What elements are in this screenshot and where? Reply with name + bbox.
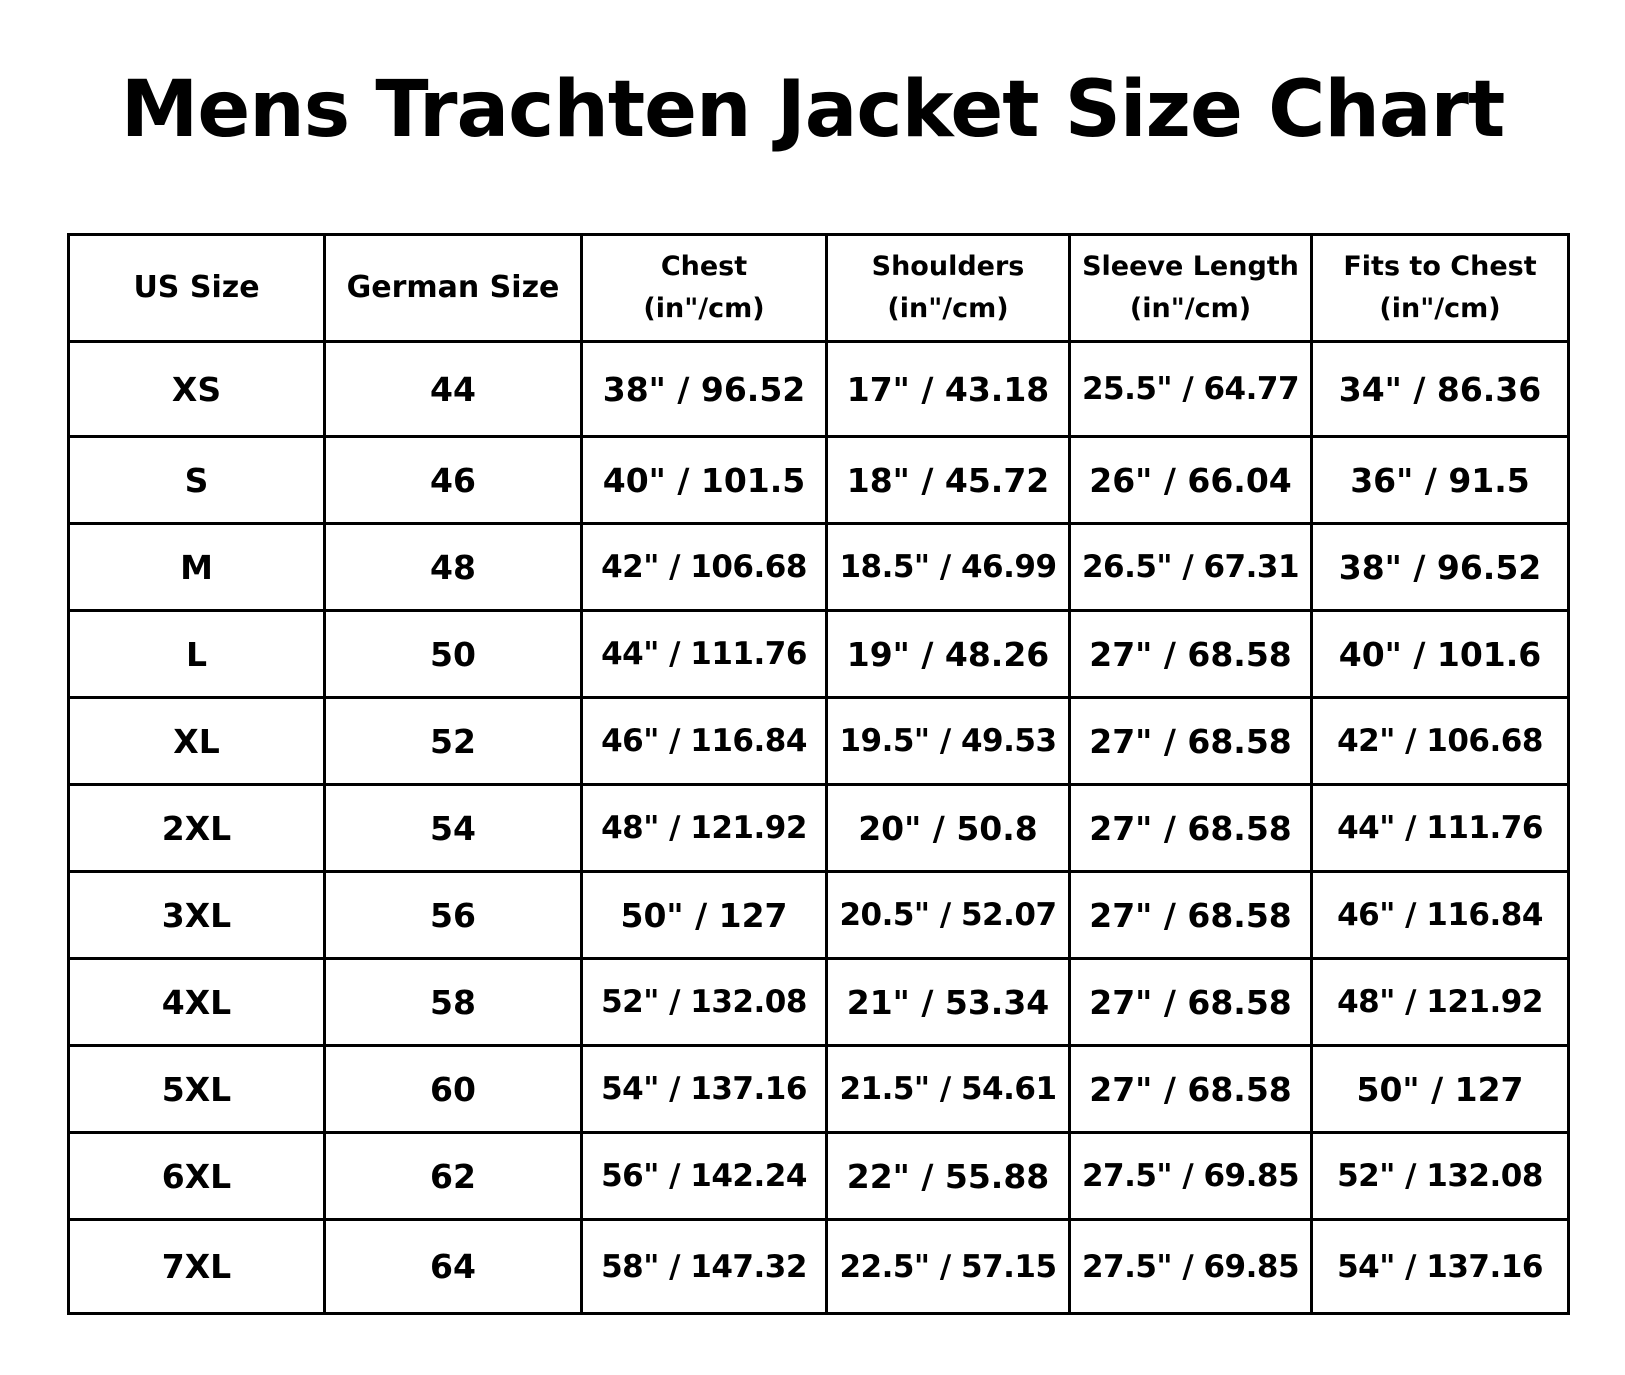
header-chest bbox=[582, 235, 827, 342]
shoulders-cell: 20.5" / 52.07 bbox=[827, 872, 1070, 959]
table-row bbox=[69, 524, 1569, 611]
us-size-cell: M bbox=[69, 524, 325, 611]
header-shoulders bbox=[827, 235, 1070, 342]
table-row bbox=[69, 959, 1569, 1046]
shoulders-cell: 18.5" / 46.99 bbox=[827, 524, 1070, 611]
shoulders-cell: 22" / 55.88 bbox=[827, 1133, 1070, 1220]
german-size-cell: 60 bbox=[325, 1046, 582, 1133]
german-size-cell: 46 bbox=[325, 437, 582, 524]
sleeve-length-cell: 27" / 68.58 bbox=[1070, 872, 1312, 959]
header-label: US Size bbox=[133, 270, 260, 305]
header-label: Sleeve Length bbox=[1082, 251, 1299, 282]
header-label: German Size bbox=[346, 270, 560, 305]
sleeve-length-cell: 27" / 68.58 bbox=[1070, 1046, 1312, 1133]
table-row bbox=[69, 1220, 1569, 1314]
german-size-cell: 48 bbox=[325, 524, 582, 611]
sleeve-length-cell: 27" / 68.58 bbox=[1070, 611, 1312, 698]
header-sleeve-length bbox=[1070, 235, 1312, 342]
header-us-size bbox=[69, 235, 325, 342]
us-size-cell: 2XL bbox=[69, 785, 325, 872]
sleeve-length-cell: 27" / 68.58 bbox=[1070, 959, 1312, 1046]
fits-to-chest-cell: 36" / 91.5 bbox=[1312, 437, 1569, 524]
chest-cell: 46" / 116.84 bbox=[582, 698, 827, 785]
shoulders-cell: 22.5" / 57.15 bbox=[827, 1220, 1070, 1314]
shoulders-cell: 21" / 53.34 bbox=[827, 959, 1070, 1046]
fits-to-chest-cell: 46" / 116.84 bbox=[1312, 872, 1569, 959]
shoulders-cell: 19.5" / 49.53 bbox=[827, 698, 1070, 785]
fits-to-chest-cell: 52" / 132.08 bbox=[1312, 1133, 1569, 1220]
german-size-cell: 54 bbox=[325, 785, 582, 872]
header-fits-to-chest bbox=[1312, 235, 1569, 342]
table-row bbox=[69, 342, 1569, 437]
shoulders-cell: 21.5" / 54.61 bbox=[827, 1046, 1070, 1133]
sleeve-length-cell: 26.5" / 67.31 bbox=[1070, 524, 1312, 611]
header-row bbox=[69, 235, 1569, 342]
fits-to-chest-cell: 38" / 96.52 bbox=[1312, 524, 1569, 611]
table-row bbox=[69, 611, 1569, 698]
size-chart-table bbox=[67, 233, 1570, 1315]
chest-cell: 52" / 132.08 bbox=[582, 959, 827, 1046]
german-size-cell: 58 bbox=[325, 959, 582, 1046]
header-unit: (in"/cm) bbox=[887, 293, 1009, 324]
us-size-cell: 7XL bbox=[69, 1220, 325, 1314]
chest-cell: 48" / 121.92 bbox=[582, 785, 827, 872]
header-unit: (in"/cm) bbox=[1129, 293, 1252, 324]
header-unit: (in"/cm) bbox=[1379, 293, 1501, 324]
us-size-cell: 6XL bbox=[69, 1133, 325, 1220]
page-title: Mens Trachten Jacket Size Chart bbox=[120, 65, 1505, 155]
german-size-cell: 44 bbox=[325, 342, 582, 437]
shoulders-cell: 19" / 48.26 bbox=[827, 611, 1070, 698]
header-german-size bbox=[325, 235, 582, 342]
fits-to-chest-cell: 50" / 127 bbox=[1312, 1046, 1569, 1133]
table-row bbox=[69, 437, 1569, 524]
shoulders-cell: 20" / 50.8 bbox=[827, 785, 1070, 872]
fits-to-chest-cell: 34" / 86.36 bbox=[1312, 342, 1569, 437]
us-size-cell: S bbox=[69, 437, 325, 524]
us-size-cell: 3XL bbox=[69, 872, 325, 959]
fits-to-chest-cell: 42" / 106.68 bbox=[1312, 698, 1569, 785]
sleeve-length-cell: 25.5" / 64.77 bbox=[1070, 342, 1312, 437]
german-size-cell: 52 bbox=[325, 698, 582, 785]
chest-cell: 50" / 127 bbox=[582, 872, 827, 959]
us-size-cell: XL bbox=[69, 698, 325, 785]
fits-to-chest-cell: 48" / 121.92 bbox=[1312, 959, 1569, 1046]
us-size-cell: XS bbox=[69, 342, 325, 437]
sleeve-length-cell: 27.5" / 69.85 bbox=[1070, 1133, 1312, 1220]
shoulders-cell: 17" / 43.18 bbox=[827, 342, 1070, 437]
header-label: Shoulders bbox=[871, 251, 1025, 282]
chest-cell: 54" / 137.16 bbox=[582, 1046, 827, 1133]
us-size-cell: 4XL bbox=[69, 959, 325, 1046]
table-row bbox=[69, 698, 1569, 785]
us-size-cell: 5XL bbox=[69, 1046, 325, 1133]
sleeve-length-cell: 27.5" / 69.85 bbox=[1070, 1220, 1312, 1314]
table-row bbox=[69, 872, 1569, 959]
sleeve-length-cell: 27" / 68.58 bbox=[1070, 698, 1312, 785]
table-body bbox=[69, 342, 1569, 1314]
german-size-cell: 56 bbox=[325, 872, 582, 959]
chest-cell: 38" / 96.52 bbox=[582, 342, 827, 437]
sleeve-length-cell: 27" / 68.58 bbox=[1070, 785, 1312, 872]
header-unit: (in"/cm) bbox=[643, 293, 765, 324]
german-size-cell: 50 bbox=[325, 611, 582, 698]
table-row bbox=[69, 785, 1569, 872]
table-row bbox=[69, 1133, 1569, 1220]
german-size-cell: 62 bbox=[325, 1133, 582, 1220]
table-header bbox=[69, 235, 1569, 342]
header-label: Chest bbox=[660, 251, 748, 282]
fits-to-chest-cell: 40" / 101.6 bbox=[1312, 611, 1569, 698]
chest-cell: 42" / 106.68 bbox=[582, 524, 827, 611]
header-label: Fits to Chest bbox=[1343, 251, 1537, 282]
chest-cell: 56" / 142.24 bbox=[582, 1133, 827, 1220]
fits-to-chest-cell: 44" / 111.76 bbox=[1312, 785, 1569, 872]
chest-cell: 58" / 147.32 bbox=[582, 1220, 827, 1314]
us-size-cell: L bbox=[69, 611, 325, 698]
shoulders-cell: 18" / 45.72 bbox=[827, 437, 1070, 524]
german-size-cell: 64 bbox=[325, 1220, 582, 1314]
sleeve-length-cell: 26" / 66.04 bbox=[1070, 437, 1312, 524]
chest-cell: 44" / 111.76 bbox=[582, 611, 827, 698]
fits-to-chest-cell: 54" / 137.16 bbox=[1312, 1220, 1569, 1314]
table-row bbox=[69, 1046, 1569, 1133]
chest-cell: 40" / 101.5 bbox=[582, 437, 827, 524]
